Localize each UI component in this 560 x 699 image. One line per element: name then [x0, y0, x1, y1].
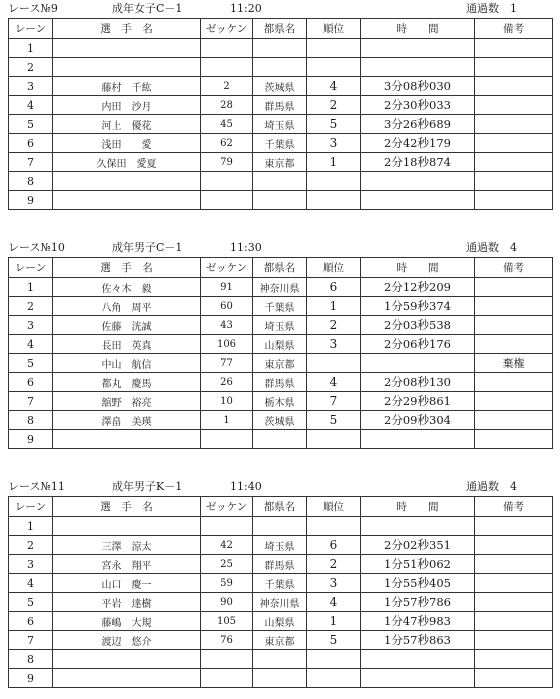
cell-note	[475, 77, 553, 96]
table-row	[9, 392, 553, 411]
cell-lane: 2	[9, 536, 53, 555]
cell-note	[475, 430, 553, 449]
cell-rank	[307, 191, 361, 210]
cell-pref: 千葉県	[253, 574, 307, 593]
cell-lane: 4	[9, 96, 53, 115]
column-header: ゼッケン	[201, 258, 253, 278]
table-row	[9, 354, 553, 373]
cell-note	[475, 153, 553, 172]
cell-time: 3分08秒030	[361, 77, 475, 96]
cell-bib	[201, 517, 253, 536]
cell-time	[361, 669, 475, 688]
table-row	[9, 77, 553, 96]
race-category: 成年女子C－1	[112, 2, 183, 15]
cell-bib: 25	[201, 555, 253, 574]
cell-lane: 2	[9, 297, 53, 316]
cell-time: 2分06秒176	[361, 335, 475, 354]
column-header: レーン	[9, 497, 53, 517]
table-row	[9, 191, 553, 210]
table-row	[9, 153, 553, 172]
cell-pref	[253, 430, 307, 449]
table-row	[9, 669, 553, 688]
cell-bib: 105	[201, 612, 253, 631]
cell-lane: 6	[9, 134, 53, 153]
cell-pref: 群馬県	[253, 555, 307, 574]
cell-time: 1分47秒983	[361, 612, 475, 631]
cell-note	[475, 536, 553, 555]
table-row	[9, 411, 553, 430]
race-header	[8, 239, 552, 257]
cell-pref: 千葉県	[253, 134, 307, 153]
cell-note	[475, 134, 553, 153]
cell-name: 山口 慶一	[53, 574, 201, 593]
cell-name	[53, 430, 201, 449]
table-row	[9, 430, 553, 449]
cell-name: 三澤 涼太	[53, 536, 201, 555]
cell-rank: 3	[307, 134, 361, 153]
cell-pref	[253, 191, 307, 210]
column-header: 順位	[307, 258, 361, 278]
cell-bib: 79	[201, 153, 253, 172]
cell-bib: 45	[201, 115, 253, 134]
cell-rank: 6	[307, 536, 361, 555]
cell-time: 2分18秒874	[361, 153, 475, 172]
pass-count: 通過数 1	[466, 2, 517, 15]
results-table	[8, 257, 553, 449]
cell-name	[53, 172, 201, 191]
pass-count: 通過数 4	[466, 241, 517, 254]
race-number: レース№11	[8, 480, 65, 493]
cell-pref: 東京都	[253, 631, 307, 650]
cell-lane: 5	[9, 593, 53, 612]
column-header: 時 間	[361, 497, 475, 517]
cell-bib: 42	[201, 536, 253, 555]
column-header: 選 手 名	[53, 19, 201, 39]
cell-note	[475, 316, 553, 335]
cell-time: 1分51秒062	[361, 555, 475, 574]
cell-rank	[307, 354, 361, 373]
cell-bib	[201, 172, 253, 191]
cell-bib	[201, 669, 253, 688]
cell-name: 佐藤 洸誠	[53, 316, 201, 335]
race-header	[8, 478, 552, 496]
cell-lane: 5	[9, 115, 53, 134]
cell-bib: 1	[201, 411, 253, 430]
cell-pref	[253, 669, 307, 688]
column-header: 備考	[475, 258, 553, 278]
cell-note	[475, 650, 553, 669]
column-header: ゼッケン	[201, 19, 253, 39]
cell-time: 1分59秒374	[361, 297, 475, 316]
cell-pref: 埼玉県	[253, 316, 307, 335]
cell-pref	[253, 39, 307, 58]
cell-name: 宮永 翔平	[53, 555, 201, 574]
cell-lane: 4	[9, 335, 53, 354]
cell-rank	[307, 58, 361, 77]
cell-lane: 3	[9, 555, 53, 574]
cell-bib: 77	[201, 354, 253, 373]
cell-pref	[253, 58, 307, 77]
cell-lane: 6	[9, 373, 53, 392]
results-table	[8, 18, 553, 210]
table-row	[9, 631, 553, 650]
cell-pref	[253, 650, 307, 669]
column-header: 順位	[307, 497, 361, 517]
cell-name: 中山 航信	[53, 354, 201, 373]
cell-lane: 9	[9, 191, 53, 210]
cell-pref: 茨城県	[253, 77, 307, 96]
table-row	[9, 574, 553, 593]
cell-rank	[307, 650, 361, 669]
race-start-time: 11:30	[230, 241, 262, 254]
cell-time: 2分02秒351	[361, 536, 475, 555]
cell-lane: 8	[9, 172, 53, 191]
cell-name: 舘野 裕亮	[53, 392, 201, 411]
cell-time	[361, 191, 475, 210]
cell-note	[475, 373, 553, 392]
cell-time: 2分30秒033	[361, 96, 475, 115]
cell-note	[475, 669, 553, 688]
race-start-time: 11:20	[230, 2, 262, 15]
cell-pref: 埼玉県	[253, 536, 307, 555]
cell-time	[361, 39, 475, 58]
cell-note	[475, 278, 553, 297]
race-number: レース№9	[8, 2, 58, 15]
cell-rank	[307, 669, 361, 688]
column-header: 備考	[475, 497, 553, 517]
cell-note	[475, 593, 553, 612]
cell-rank: 5	[307, 411, 361, 430]
cell-bib: 106	[201, 335, 253, 354]
cell-time: 3分26秒689	[361, 115, 475, 134]
cell-pref: 群馬県	[253, 96, 307, 115]
cell-pref: 神奈川県	[253, 278, 307, 297]
cell-lane: 7	[9, 392, 53, 411]
cell-pref: 東京都	[253, 153, 307, 172]
table-row	[9, 536, 553, 555]
cell-rank: 4	[307, 373, 361, 392]
cell-name	[53, 650, 201, 669]
table-row	[9, 373, 553, 392]
cell-name: 佐々木 毅	[53, 278, 201, 297]
table-row	[9, 650, 553, 669]
cell-bib: 59	[201, 574, 253, 593]
table-header-row	[9, 497, 553, 517]
table-row	[9, 517, 553, 536]
cell-name: 都丸 慶馬	[53, 373, 201, 392]
cell-time	[361, 430, 475, 449]
cell-pref	[253, 517, 307, 536]
cell-time	[361, 172, 475, 191]
column-header: 選 手 名	[53, 258, 201, 278]
cell-time: 1分57秒786	[361, 593, 475, 612]
table-row	[9, 316, 553, 335]
table-row	[9, 555, 553, 574]
cell-note	[475, 172, 553, 191]
column-header: 都県名	[253, 19, 307, 39]
cell-note	[475, 115, 553, 134]
cell-pref	[253, 172, 307, 191]
table-row	[9, 278, 553, 297]
cell-time	[361, 58, 475, 77]
cell-bib: 76	[201, 631, 253, 650]
cell-bib	[201, 39, 253, 58]
cell-lane: 1	[9, 278, 53, 297]
cell-lane: 5	[9, 354, 53, 373]
cell-bib	[201, 650, 253, 669]
cell-rank: 4	[307, 77, 361, 96]
cell-time: 2分42秒179	[361, 134, 475, 153]
cell-rank: 3	[307, 335, 361, 354]
race-start-time: 11:40	[230, 480, 262, 493]
cell-rank: 1	[307, 612, 361, 631]
cell-pref: 千葉県	[253, 297, 307, 316]
cell-time: 2分03秒538	[361, 316, 475, 335]
race-section	[8, 0, 552, 210]
cell-time: 2分08秒130	[361, 373, 475, 392]
cell-rank: 3	[307, 574, 361, 593]
cell-name: 長田 英真	[53, 335, 201, 354]
table-row	[9, 115, 553, 134]
cell-rank	[307, 172, 361, 191]
cell-pref: 茨城県	[253, 411, 307, 430]
column-header: 都県名	[253, 497, 307, 517]
cell-rank: 2	[307, 316, 361, 335]
cell-lane: 8	[9, 650, 53, 669]
cell-rank	[307, 39, 361, 58]
column-header: 時 間	[361, 258, 475, 278]
cell-lane: 7	[9, 631, 53, 650]
race-category: 成年男子K－1	[112, 480, 183, 493]
cell-rank: 6	[307, 278, 361, 297]
cell-note	[475, 631, 553, 650]
cell-lane: 3	[9, 316, 53, 335]
cell-note	[475, 411, 553, 430]
column-header: 順位	[307, 19, 361, 39]
cell-bib: 90	[201, 593, 253, 612]
cell-name	[53, 58, 201, 77]
cell-lane: 1	[9, 517, 53, 536]
cell-bib: 62	[201, 134, 253, 153]
cell-note	[475, 517, 553, 536]
cell-time	[361, 517, 475, 536]
cell-lane: 8	[9, 411, 53, 430]
cell-time: 1分55秒405	[361, 574, 475, 593]
table-row	[9, 134, 553, 153]
cell-time	[361, 354, 475, 373]
cell-rank: 1	[307, 297, 361, 316]
cell-note	[475, 96, 553, 115]
cell-note	[475, 58, 553, 77]
column-header: レーン	[9, 19, 53, 39]
cell-lane: 4	[9, 574, 53, 593]
table-row	[9, 172, 553, 191]
cell-name: 久保田 愛夏	[53, 153, 201, 172]
cell-name	[53, 669, 201, 688]
table-header-row	[9, 19, 553, 39]
cell-bib: 60	[201, 297, 253, 316]
cell-pref: 山梨県	[253, 335, 307, 354]
cell-rank	[307, 430, 361, 449]
cell-lane: 1	[9, 39, 53, 58]
cell-name: 八角 周平	[53, 297, 201, 316]
cell-time: 2分09秒304	[361, 411, 475, 430]
cell-note: 棄権	[475, 354, 553, 373]
cell-lane: 3	[9, 77, 53, 96]
cell-name	[53, 39, 201, 58]
cell-pref: 東京都	[253, 354, 307, 373]
cell-time: 1分57秒863	[361, 631, 475, 650]
cell-bib	[201, 191, 253, 210]
cell-bib: 10	[201, 392, 253, 411]
race-number: レース№10	[8, 241, 65, 254]
cell-name	[53, 191, 201, 210]
cell-note	[475, 335, 553, 354]
cell-pref: 栃木県	[253, 392, 307, 411]
table-header-row	[9, 258, 553, 278]
cell-rank: 2	[307, 96, 361, 115]
cell-name: 浅田 愛	[53, 134, 201, 153]
cell-lane: 9	[9, 669, 53, 688]
table-row	[9, 593, 553, 612]
cell-note	[475, 297, 553, 316]
table-row	[9, 96, 553, 115]
cell-bib: 91	[201, 278, 253, 297]
race-header	[8, 0, 552, 18]
cell-name: 藤嶋 大規	[53, 612, 201, 631]
table-row	[9, 612, 553, 631]
cell-note	[475, 574, 553, 593]
cell-rank: 2	[307, 555, 361, 574]
cell-rank: 4	[307, 593, 361, 612]
cell-rank: 1	[307, 153, 361, 172]
cell-bib: 2	[201, 77, 253, 96]
cell-rank	[307, 517, 361, 536]
cell-rank: 5	[307, 115, 361, 134]
cell-name: 平岩 達樹	[53, 593, 201, 612]
cell-lane: 7	[9, 153, 53, 172]
pass-count: 通過数 4	[466, 480, 517, 493]
cell-time: 2分12秒209	[361, 278, 475, 297]
cell-bib: 26	[201, 373, 253, 392]
race-section	[8, 239, 552, 449]
cell-rank: 7	[307, 392, 361, 411]
race-category: 成年男子C－1	[112, 241, 183, 254]
column-header: レーン	[9, 258, 53, 278]
column-header: 選 手 名	[53, 497, 201, 517]
race-section	[8, 478, 552, 688]
cell-bib: 43	[201, 316, 253, 335]
column-header: 都県名	[253, 258, 307, 278]
table-row	[9, 335, 553, 354]
cell-lane: 9	[9, 430, 53, 449]
results-table	[8, 496, 553, 688]
cell-note	[475, 612, 553, 631]
table-row	[9, 58, 553, 77]
cell-time: 2分29秒861	[361, 392, 475, 411]
cell-bib: 28	[201, 96, 253, 115]
column-header: 備考	[475, 19, 553, 39]
cell-pref: 山梨県	[253, 612, 307, 631]
cell-pref: 神奈川県	[253, 593, 307, 612]
column-header: ゼッケン	[201, 497, 253, 517]
cell-pref: 群馬県	[253, 373, 307, 392]
table-row	[9, 39, 553, 58]
cell-rank: 5	[307, 631, 361, 650]
cell-name: 内田 沙月	[53, 96, 201, 115]
cell-name: 澤畠 美瑛	[53, 411, 201, 430]
cell-note	[475, 191, 553, 210]
cell-note	[475, 555, 553, 574]
cell-bib	[201, 58, 253, 77]
cell-name	[53, 517, 201, 536]
column-header: 時 間	[361, 19, 475, 39]
cell-name: 藤村 千紘	[53, 77, 201, 96]
cell-lane: 2	[9, 58, 53, 77]
cell-pref: 埼玉県	[253, 115, 307, 134]
cell-note	[475, 39, 553, 58]
table-row	[9, 297, 553, 316]
cell-note	[475, 392, 553, 411]
cell-name: 渡辺 悠介	[53, 631, 201, 650]
cell-time	[361, 650, 475, 669]
cell-bib	[201, 430, 253, 449]
cell-name: 河上 優花	[53, 115, 201, 134]
cell-lane: 6	[9, 612, 53, 631]
